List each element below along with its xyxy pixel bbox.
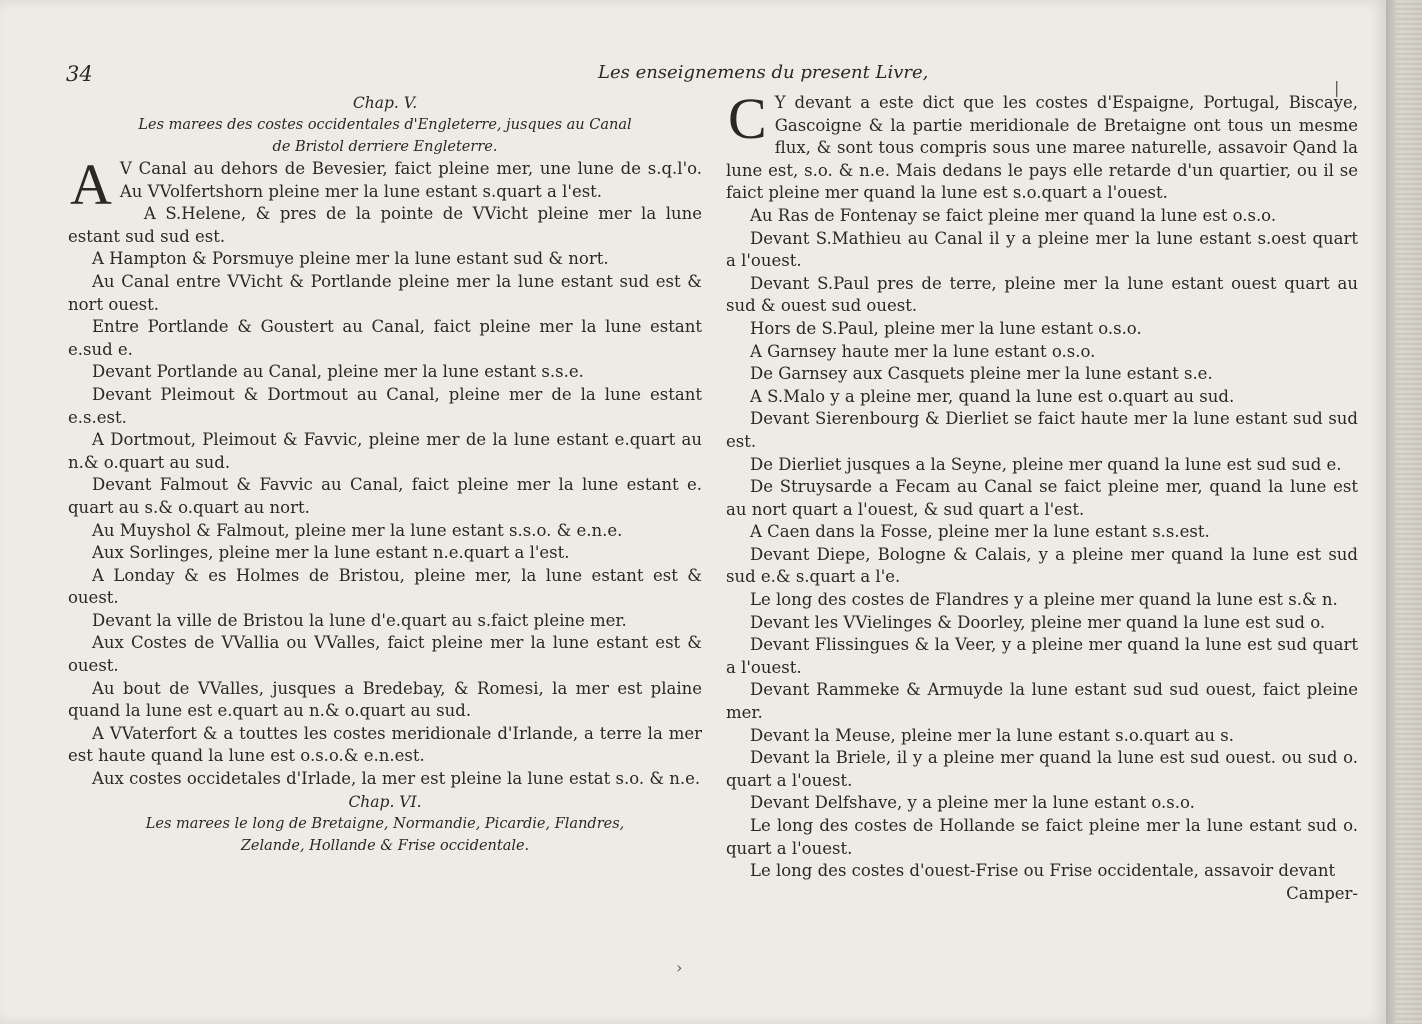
- left-paragraph: A Hampton & Porsmuye pleine mer la lune estant sud & nort.: [92, 249, 609, 269]
- right-paragraph: Au Ras de Fontenay se faict pleine mer quand la lune est o.s.o.: [750, 205, 1277, 225]
- page-number: 34: [66, 62, 93, 86]
- right-paragraph: Devant S.Paul pres de terre, pleine mer la lune estant ouest quart au sud & ouest sud ouest.: [726, 273, 1358, 316]
- left-paragraph: Devant la ville de Bristou la lune d'e.quart au s.faict pleine mer.: [92, 610, 627, 630]
- left-paragraph: Devant Falmout & Favvic au Canal, faict pleine mer la lune estant e. quart au s.& o.quart au nort.: [68, 475, 702, 517]
- left-first-paragraph: [68, 152, 702, 217]
- chapter-5-title: Chap. V.: [352, 94, 418, 112]
- left-first-paragraph-text: V Canal au dehors de Bevesier, faict pleine mer, une lune de s.q.l'o. Au VVolfertshorn pleine mer la lune estant s.quart a l'est.: [119, 159, 702, 201]
- left-paragraph: A VVaterfort & a touttes les costes meridionale d'Irlande, a terre la mer est haute quand la lune est o.s.o.& e.n.est.: [68, 723, 702, 766]
- printer-mark: ›: [676, 958, 683, 977]
- left-paragraph: A Londay & es Holmes de Bristou, pleine mer, la lune estant est & ouest.: [68, 565, 702, 608]
- right-paragraph: Devant les VVielinges & Doorley, pleine mer quand la lune est sud o.: [750, 612, 1326, 632]
- chapter-5-subtitle-line-1: Les marees des costes occidentales d'Engleterre, jusques au Canal: [138, 117, 632, 133]
- chapter-6-title: Chap. VI.: [348, 792, 422, 811]
- chapter-6-subtitle-line-1: Les marees le long de Bretaigne, Normandie, Picardie, Flandres,: [145, 815, 625, 832]
- left-paragraph: A Dortmout, Pleimout & Favvic, pleine mer de la lune estant e.quart au n.& o.quart au sud.: [68, 430, 702, 472]
- right-paragraph: Hors de S.Paul, pleine mer la lune estant o.s.o.: [750, 318, 1142, 338]
- page-edge-leaves: [1395, 0, 1422, 1024]
- right-paragraph: Le long des costes de Hollande se faict pleine mer la lune estant sud o. quart a l'ouest.: [726, 816, 1358, 858]
- right-paragraph: A Caen dans la Fosse, pleine mer la lune estant s.s.est.: [750, 522, 1210, 542]
- chapter-5-subtitle-line-2: de Bristol derriere Engleterre.: [272, 139, 498, 155]
- left-paragraph: A S.Helene, & pres de la pointe de VVicht pleine mer la lune estant sud sud est.: [68, 204, 702, 246]
- right-paragraph: Devant Sierenbourg & Dierliet se faict haute mer la lune estant sud sud est.: [726, 409, 1358, 451]
- margin-tick: |: [1334, 78, 1340, 97]
- right-paragraph: Devant Delfshave, y a pleine mer la lune estant o.s.o.: [750, 793, 1195, 813]
- right-dropcap: C: [728, 86, 767, 151]
- left-paragraph: Aux Costes de VVallia ou VValles, faict pleine mer la lune estant est & ouest.: [68, 633, 702, 676]
- left-column: [68, 92, 702, 857]
- catchword: Camper-: [1286, 883, 1358, 903]
- left-paragraph: Devant Portlande au Canal, pleine mer la lune estant s.s.e.: [92, 362, 584, 382]
- right-paragraph: Devant la Briele, il y a pleine mer quand la lune est sud ouest. ou sud o. quart a l'ouest.: [726, 748, 1358, 790]
- right-paragraph: Devant Rammeke & Armuyde la lune estant sud sud ouest, faict pleine mer.: [726, 680, 1358, 723]
- chapter-6-subtitle-line-2: Zelande, Hollande & Frise occidentale.: [240, 837, 530, 854]
- left-paragraph: Devant Pleimout & Dortmout au Canal, pleine mer de la lune estant e.s.est.: [68, 384, 702, 427]
- left-paragraph: Au bout de VValles, jusques a Bredebay, & Romesi, la mer est plaine quand la lune est e.quart au n.& o.quart au sud.: [68, 678, 702, 721]
- right-paragraph: Le long des costes de Flandres y a pleine mer quand la lune est s.& n.: [750, 590, 1338, 610]
- running-head: Les enseignemens du present Livre,: [598, 62, 929, 83]
- right-paragraph: Le long des costes d'ouest-Frise ou Frise occidentale, assavoir devant: [750, 861, 1336, 881]
- right-column: [726, 86, 1358, 905]
- right-paragraph: De Struysarde a Fecam au Canal se faict pleine mer, quand la lune est au nort quart a l'ouest, & sud quart a l'est.: [726, 477, 1358, 519]
- left-paragraph: Entre Portlande & Goustert au Canal, faict pleine mer la lune estant e.sud e.: [68, 317, 702, 359]
- left-paragraph: Au Muyshol & Falmout, pleine mer la lune estant s.s.o. & e.n.e.: [92, 520, 623, 540]
- right-first-paragraph: [726, 86, 1358, 205]
- right-first-paragraph-text: Y devant a este dict que les costes d'Espaigne, Portugal, Biscaye, Gascoigne & la partie meridionale de Bretaigne ont tous un mesme flux, & sont tous compris sous une maree naturelle, assavoir Qand la lune est, s.o. & n.e. Mais dedans le pays elle retarde d'un quartier, ou il se faict pleine mer quand la lune est s.o.quart a l'ouest.: [726, 93, 1358, 203]
- right-paragraph: Devant la Meuse, pleine mer la lune estant s.o.quart au s.: [750, 725, 1234, 745]
- right-paragraph: A Garnsey haute mer la lune estant o.s.o.: [750, 341, 1096, 361]
- right-paragraph: Devant Diepe, Bologne & Calais, y a pleine mer quand la lune est sud sud e.& s.quart a l'e.: [726, 544, 1358, 587]
- left-paragraph: Aux Sorlinges, pleine mer la lune estant n.e.quart a l'est.: [92, 543, 570, 563]
- right-paragraph: Devant Flissingues & la Veer, y a pleine mer quand la lune est sud quart a l'ouest.: [726, 635, 1358, 677]
- right-paragraph: A S.Malo y a pleine mer, quand la lune est o.quart au sud.: [750, 386, 1235, 406]
- left-dropcap: A: [70, 152, 112, 217]
- left-paragraph: Aux costes occidetales d'Irlade, la mer est pleine la lune estat s.o. & n.e.: [92, 769, 701, 789]
- right-paragraph: Devant S.Mathieu au Canal il y a pleine mer la lune estant s.oest quart a l'ouest.: [726, 228, 1358, 271]
- right-paragraph: De Garnsey aux Casquets pleine mer la lune estant s.e.: [750, 364, 1213, 384]
- right-paragraph: De Dierliet jusques a la Seyne, pleine mer quand la lune est sud sud e.: [750, 454, 1342, 474]
- left-paragraph: Au Canal entre VVicht & Portlande pleine mer la lune estant sud est & nort ouest.: [68, 271, 702, 314]
